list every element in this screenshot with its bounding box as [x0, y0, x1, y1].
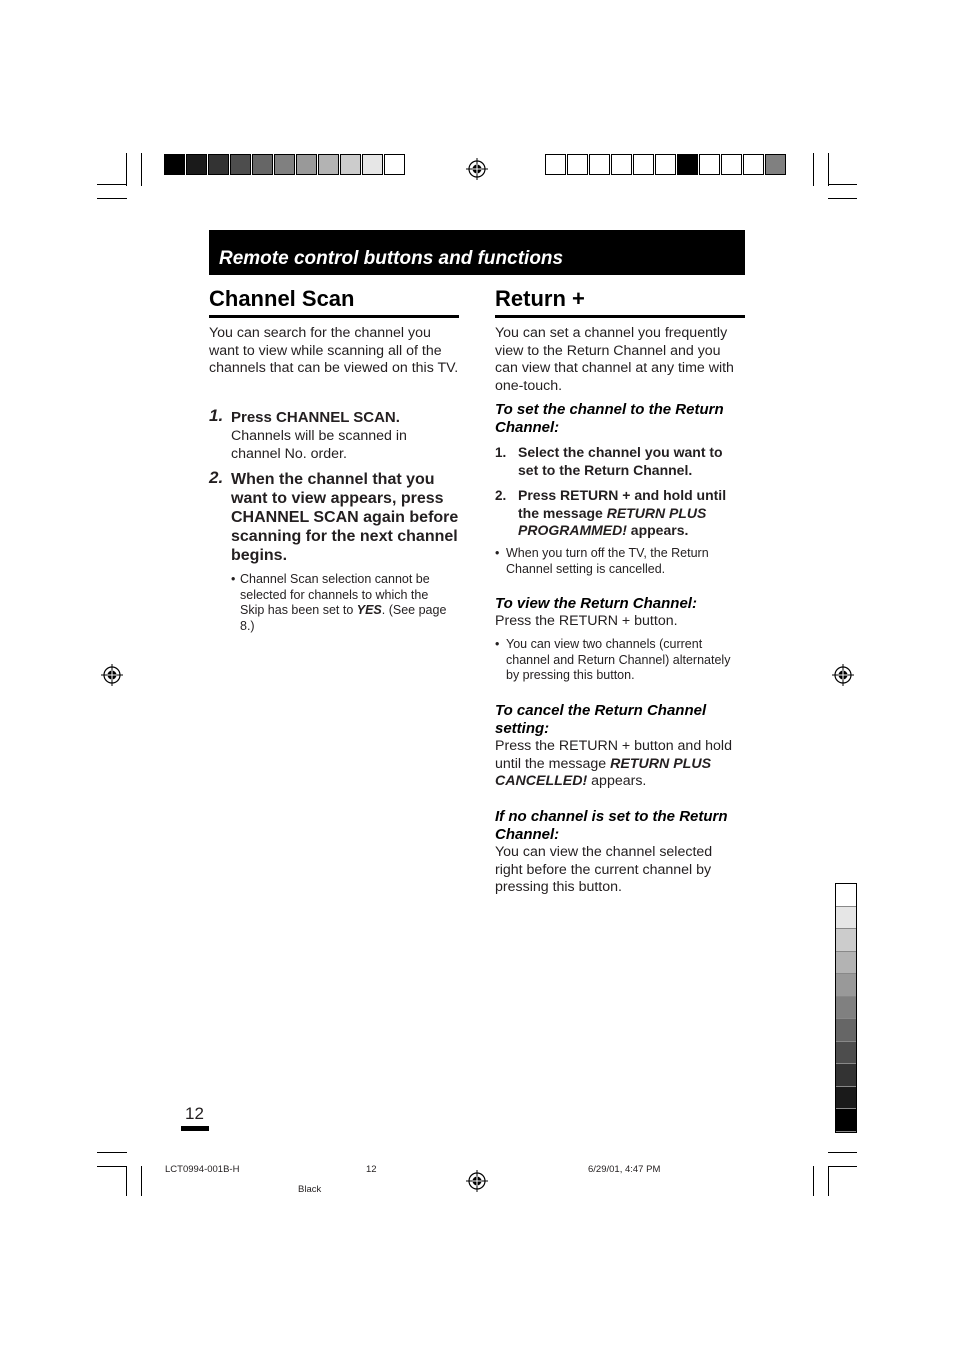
color-swatch [340, 154, 361, 175]
step-emphasis: RETURN PLUS PROGRAMMED! [518, 504, 707, 539]
color-swatch [836, 929, 856, 952]
crop-mark [828, 198, 857, 199]
color-swatch [384, 154, 405, 175]
color-swatch [362, 154, 383, 175]
return-intro: You can set a channel you frequently view to the Return Channel and you can view that channel at any time with one-touch. [495, 325, 734, 395]
registration-mark-icon [466, 158, 488, 180]
title-rule [209, 315, 459, 318]
color-swatch [208, 154, 229, 175]
color-swatch [318, 154, 339, 175]
cancel-return-body [495, 738, 745, 791]
step-text: appears. [626, 522, 689, 539]
body-text: Press the RETURN + button and hold until the message [495, 738, 732, 772]
footer-datetime: 6/29/01, 4:47 PM [588, 1164, 661, 1175]
color-swatch [836, 952, 856, 975]
color-swatch [545, 154, 566, 175]
footer-plate: Black [298, 1184, 322, 1195]
registration-mark-icon [101, 664, 123, 686]
color-swatch [836, 974, 856, 997]
color-swatch [567, 154, 588, 175]
color-swatch [677, 154, 698, 175]
color-swatch [252, 154, 273, 175]
cancel-return-heading: To cancel the Return Channel setting: [495, 702, 707, 737]
crop-mark [141, 1166, 142, 1196]
return-plus-title: Return + [495, 286, 585, 311]
crop-mark [828, 1152, 857, 1153]
channel-scan-note [231, 572, 456, 634]
step-number: 2. [495, 488, 507, 503]
crop-mark [828, 1166, 857, 1167]
page-number: 12 [185, 1104, 204, 1123]
crop-mark [828, 184, 857, 185]
color-swatch [836, 907, 856, 930]
color-swatch [611, 154, 632, 175]
crop-mark [126, 1166, 127, 1196]
grayscale-bar-right [545, 154, 787, 175]
note-text: When you turn off the TV, the Return Channel setting is cancelled. [506, 546, 709, 576]
title-rule [495, 315, 745, 318]
step-1-body: Channels will be scanned in channel No. order. [231, 428, 407, 462]
color-swatch [721, 154, 742, 175]
note-text: Channel Scan selection cannot be selected for channels to which the Skip has been set to [240, 572, 430, 617]
color-swatch [230, 154, 251, 175]
set-step-2 [518, 487, 743, 540]
color-swatch [296, 154, 317, 175]
step-number: 2. [209, 468, 224, 487]
color-swatch [274, 154, 295, 175]
crop-mark [97, 1152, 127, 1153]
step-number: 1. [209, 406, 224, 425]
bullet: • [495, 546, 500, 560]
view-return-note [495, 637, 740, 684]
registration-mark-icon [466, 1170, 488, 1192]
note-text: . (See page 8.) [240, 603, 447, 633]
section-header-title: Remote control buttons and functions [219, 248, 564, 269]
color-swatch [633, 154, 654, 175]
body-text: appears. [587, 773, 647, 790]
color-swatch [836, 1087, 856, 1110]
crop-mark [828, 153, 829, 186]
crop-mark [141, 153, 142, 186]
crop-mark [813, 1166, 814, 1196]
set-return-heading: To set the channel to the Return Channel: [495, 401, 724, 436]
color-swatch [836, 1019, 856, 1042]
view-return-body: Press the RETURN + button. [495, 613, 678, 629]
body-emphasis: RETURN PLUS CANCELLED! [495, 755, 712, 790]
registration-mark-icon [832, 664, 854, 686]
step-2-title: When the channel that you want to view appears, press CHANNEL SCAN again before scanning for the next channel begins. [231, 471, 459, 564]
color-swatch [743, 154, 764, 175]
crop-mark [97, 1166, 127, 1167]
bullet: • [495, 637, 500, 651]
no-channel-body: You can view the channel selected right before the current channel by pressing this button. [495, 844, 713, 896]
crop-mark [97, 198, 127, 199]
crop-mark [97, 184, 127, 185]
page-number-underline [181, 1126, 209, 1131]
grayscale-bar-side [835, 883, 857, 1133]
footer-page: 12 [366, 1164, 377, 1175]
color-swatch [836, 1109, 856, 1132]
step-number: 1. [495, 445, 507, 460]
color-swatch [655, 154, 676, 175]
note-emphasis: YES [356, 603, 382, 617]
set-step-1: Select the channel you want to set to the Return Channel. [518, 444, 723, 478]
color-swatch [164, 154, 185, 175]
color-swatch [186, 154, 207, 175]
crop-mark [813, 153, 814, 186]
view-return-heading: To view the Return Channel: [495, 595, 697, 612]
color-swatch [836, 884, 856, 907]
set-return-note [495, 546, 735, 577]
bullet: • [231, 572, 236, 586]
crop-mark [126, 153, 127, 186]
footer-doc-code: LCT0994-001B-H [165, 1164, 240, 1175]
color-swatch [836, 1064, 856, 1087]
grayscale-bar-left [164, 154, 406, 175]
color-swatch [699, 154, 720, 175]
color-swatch [765, 154, 786, 175]
note-text: You can view two channels (current channel and Return Channel) alternately by pressing this button. [506, 637, 731, 682]
step-1-title: Press CHANNEL SCAN. [231, 409, 400, 426]
color-swatch [836, 1042, 856, 1065]
step-text: Press RETURN + and hold until the message [518, 487, 727, 521]
color-swatch [589, 154, 610, 175]
crop-mark [828, 1166, 829, 1196]
color-swatch [836, 997, 856, 1020]
section-header [209, 230, 745, 275]
no-channel-heading: If no channel is set to the Return Channel: [495, 808, 728, 843]
channel-scan-intro: You can search for the channel you want to view while scanning all of the channels that can be viewed on this TV. [209, 325, 459, 377]
channel-scan-title: Channel Scan [209, 286, 355, 311]
